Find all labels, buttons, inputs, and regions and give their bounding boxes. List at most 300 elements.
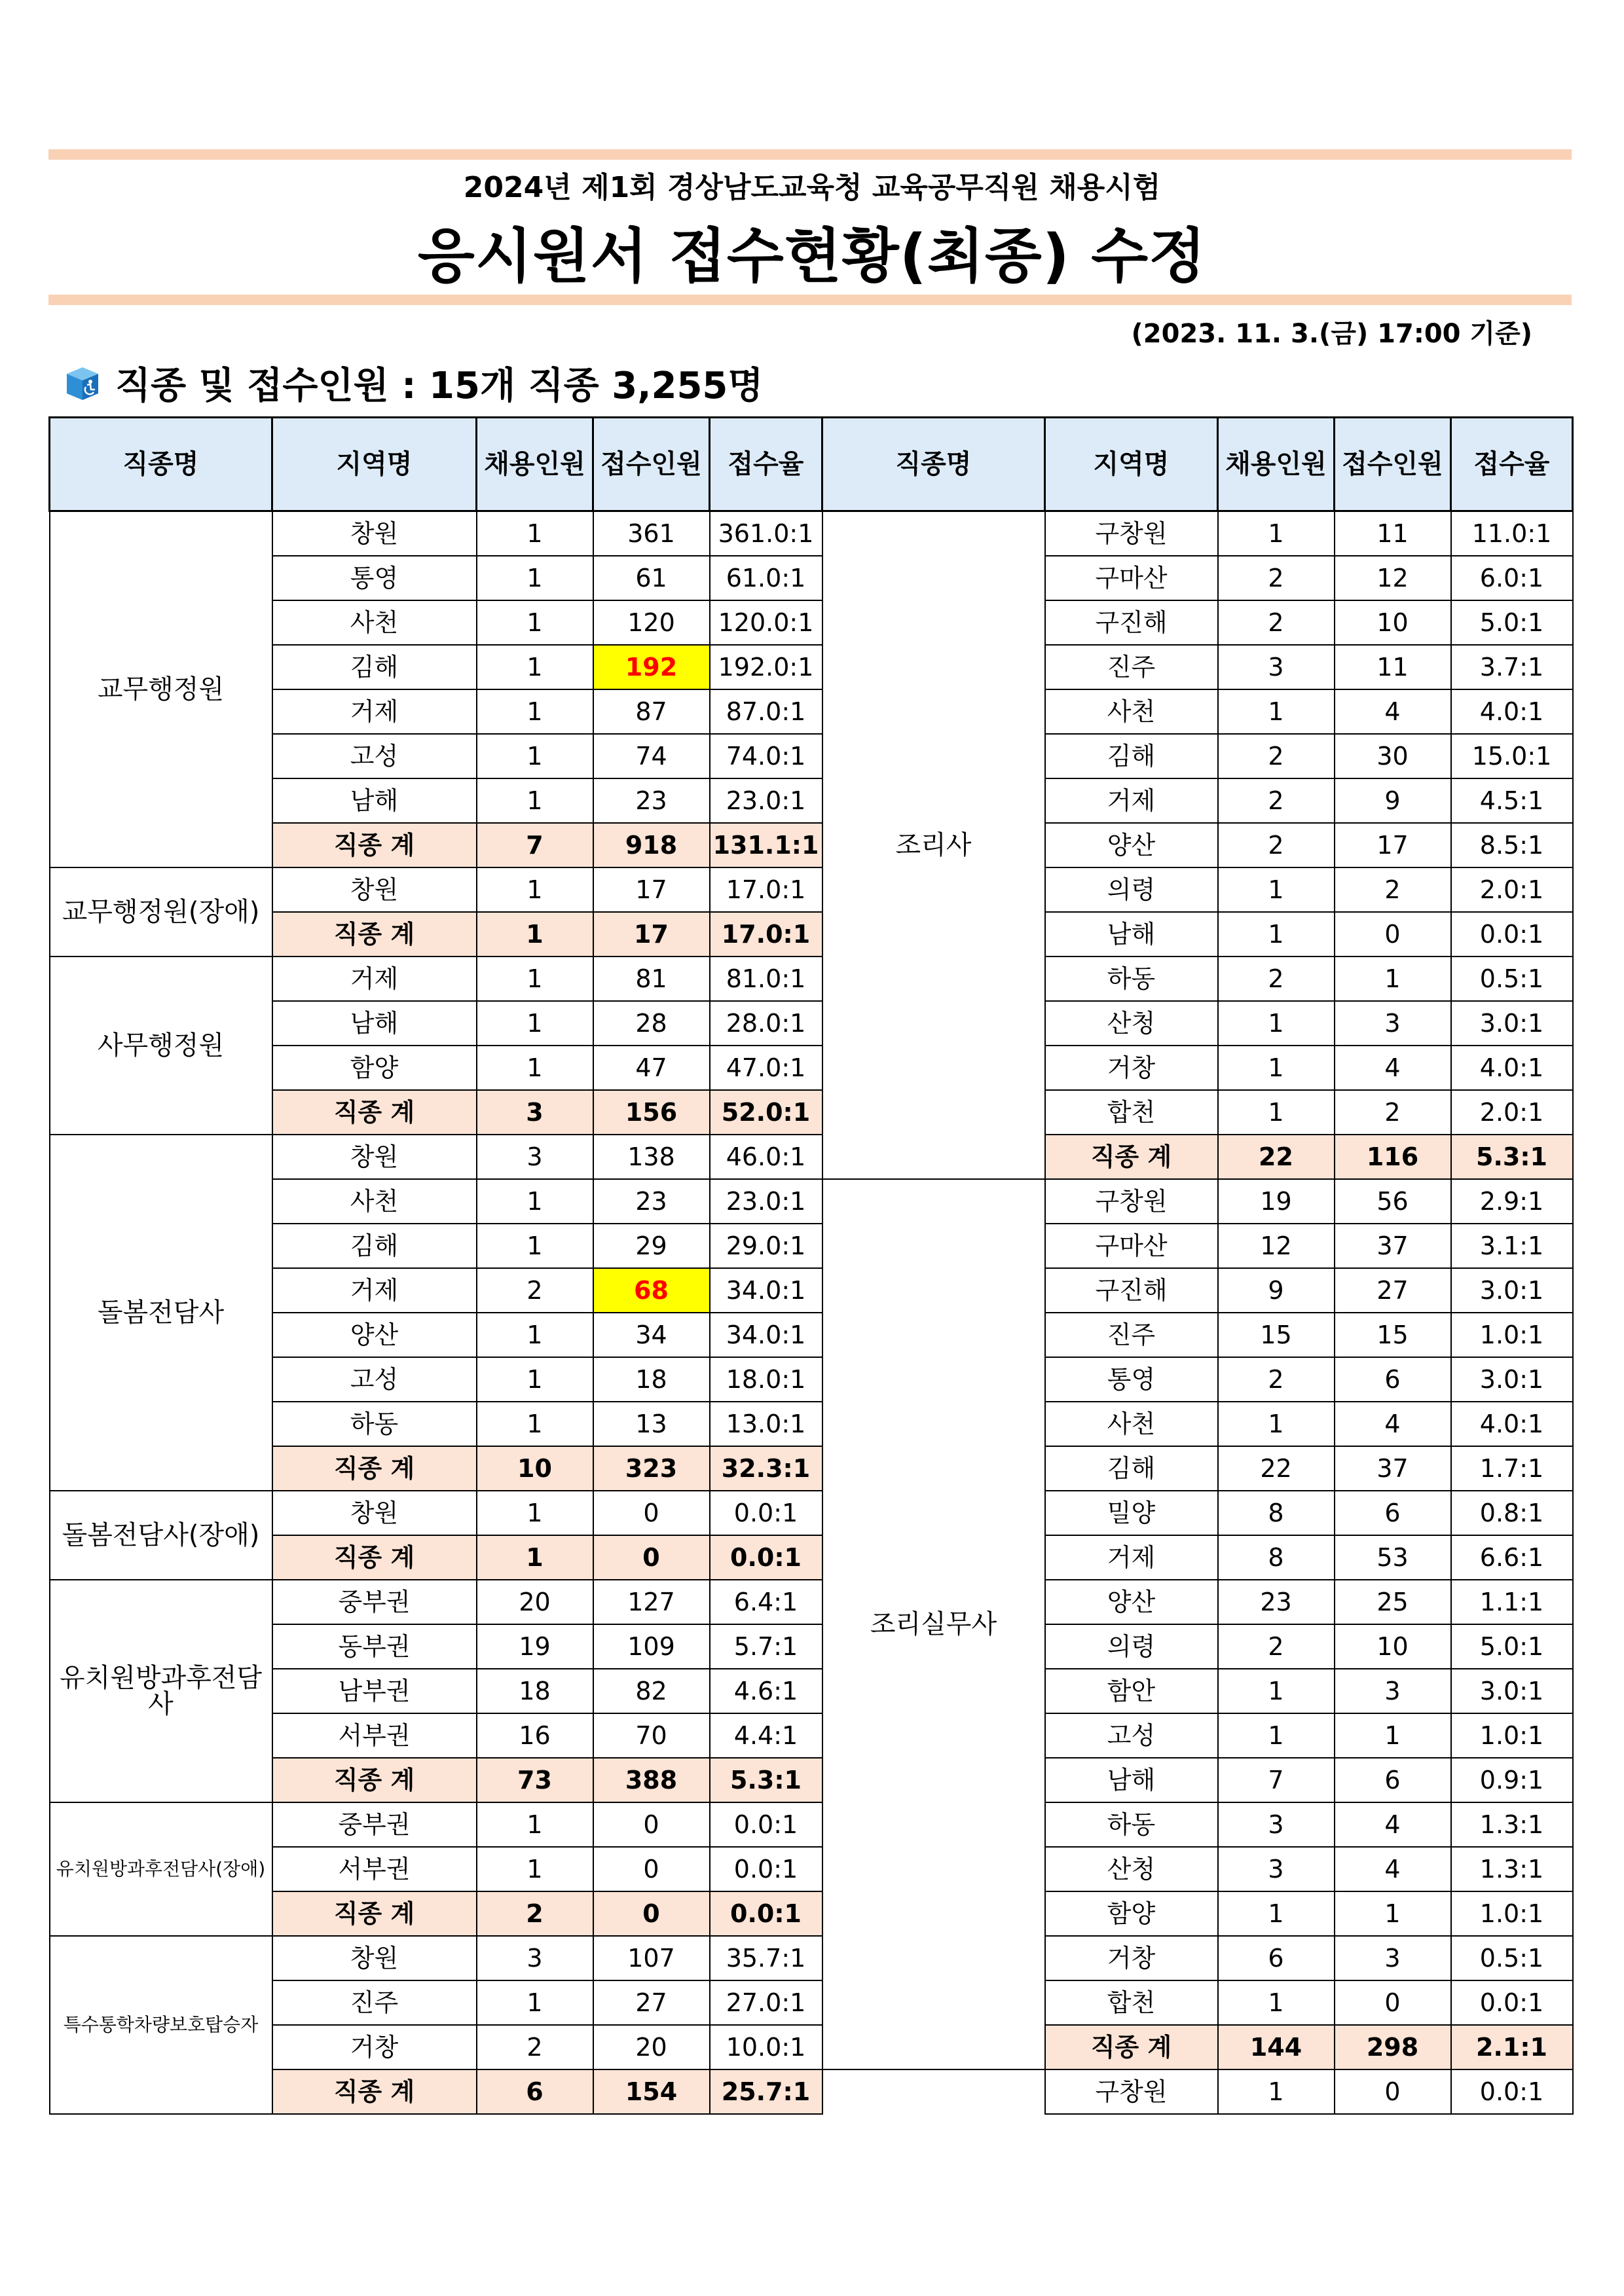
applicants-cell: 127: [593, 1580, 710, 1624]
table-row: [1045, 600, 1573, 645]
document-subtitle: 2024년 제1회 경상남도교육청 교육공무직원 채용시험: [463, 171, 1161, 204]
table-row: [1045, 1268, 1573, 1313]
ratio-cell: 4.5:1: [1451, 778, 1573, 823]
subtotal-value: 0: [593, 1891, 710, 1936]
applicants-cell: 192: [593, 645, 710, 689]
region-cell: 거제: [1045, 1535, 1218, 1580]
ratio-cell: 34.0:1: [710, 1313, 822, 1357]
ratio-cell: 0.0:1: [710, 1491, 822, 1535]
region-cell: 함양: [1045, 1891, 1218, 1936]
subtotal-value: 144: [1218, 2025, 1335, 2069]
region-cell: 거제: [272, 689, 477, 734]
ratio-cell: 192.0:1: [710, 645, 822, 689]
subtotal-value: 131.1:1: [710, 823, 822, 867]
ratio-cell: 28.0:1: [710, 1001, 822, 1046]
table-row: [1045, 1001, 1573, 1046]
applicants-cell: 27: [1335, 1268, 1451, 1313]
ratio-cell: 15.0:1: [1451, 734, 1573, 778]
ratio-cell: 1.7:1: [1451, 1446, 1573, 1491]
subtotal-label: 직종 계: [1045, 2025, 1218, 2069]
header-row: [50, 418, 822, 511]
hired-cell: 1: [1218, 1402, 1335, 1446]
job-name-cell: 유치원방과후전담사(장애): [50, 1802, 272, 1936]
region-cell: 중부권: [272, 1580, 477, 1624]
header-row: [1045, 418, 1573, 511]
ratio-cell: 4.0:1: [1451, 689, 1573, 734]
ratio-cell: 0.0:1: [710, 1847, 822, 1891]
job-name-cell: 교무행정원(장애): [50, 867, 272, 957]
region-cell: 양산: [1045, 1580, 1218, 1624]
ratio-cell: 23.0:1: [710, 778, 822, 823]
job-name-cell: 특수통학차량보호탑승자: [50, 1936, 272, 2114]
applicants-cell: 9: [1335, 778, 1451, 823]
applicants-cell: 6: [1335, 1357, 1451, 1402]
table-row: [1045, 1313, 1573, 1357]
region-cell: 거창: [272, 2025, 477, 2069]
section-title: 직종 및 접수인원 : 15개 직종 3,255명: [115, 365, 764, 407]
hired-cell: 1: [477, 1179, 593, 1224]
ratio-cell: 3.1:1: [1451, 1224, 1573, 1268]
hired-cell: 1: [1218, 1090, 1335, 1135]
ratio-cell: 2.0:1: [1451, 1090, 1573, 1135]
hired-cell: 1: [1218, 1046, 1335, 1090]
table-row: [50, 1580, 822, 1624]
ratio-cell: 1.3:1: [1451, 1802, 1573, 1847]
applicants-cell: 23: [593, 1179, 710, 1224]
table-row: [50, 1491, 822, 1535]
applicants-cell: 6: [1335, 1758, 1451, 1802]
hired-cell: 9: [1218, 1268, 1335, 1313]
table-row: [1045, 1446, 1573, 1491]
hired-cell: 2: [1218, 734, 1335, 778]
subtotal-value: 5.3:1: [710, 1758, 822, 1802]
subtotal-label: 직종 계: [272, 823, 477, 867]
ratio-cell: 0.0:1: [1451, 912, 1573, 957]
ratio-cell: 6.0:1: [1451, 556, 1573, 600]
applicants-cell: 28: [593, 1001, 710, 1046]
subtotal-label: 직종 계: [272, 1758, 477, 1802]
hired-cell: 1: [477, 645, 593, 689]
hired-cell: 1: [477, 1313, 593, 1357]
applicants-cell: 0: [1335, 2069, 1451, 2114]
ratio-cell: 6.6:1: [1451, 1535, 1573, 1580]
column-header: 접수율: [1451, 418, 1573, 511]
applicants-cell: 0: [593, 1847, 710, 1891]
hired-cell: 1: [477, 1980, 593, 2025]
hired-cell: 19: [477, 1624, 593, 1669]
subtotal-value: 1: [477, 912, 593, 957]
region-cell: 거제: [272, 957, 477, 1001]
job-group-row: [822, 1179, 1045, 2069]
region-cell: 사천: [1045, 689, 1218, 734]
region-cell: 구창원: [1045, 1179, 1218, 1224]
subtotal-value: 17: [593, 912, 710, 957]
subtotal-value: 154: [593, 2069, 710, 2114]
applicants-cell: 109: [593, 1624, 710, 1669]
subtotal-value: 22: [1218, 1135, 1335, 1179]
applicants-cell: 61: [593, 556, 710, 600]
table-row: [1045, 867, 1573, 912]
hired-cell: 23: [1218, 1580, 1335, 1624]
region-cell: 구진해: [1045, 1268, 1218, 1313]
table-row: [1045, 689, 1573, 734]
subtotal-row: [1045, 1135, 1573, 1179]
hired-cell: 1: [477, 867, 593, 912]
subtotal-row: [1045, 2025, 1573, 2069]
table-row: [50, 511, 822, 556]
region-cell: 하동: [1045, 1802, 1218, 1847]
region-cell: 산청: [1045, 1847, 1218, 1891]
ratio-cell: 3.0:1: [1451, 1357, 1573, 1402]
table-row: [50, 1936, 822, 1980]
table-row: [1045, 1624, 1573, 1669]
applicants-cell: 12: [1335, 556, 1451, 600]
subtotal-value: 1: [477, 1535, 593, 1580]
ratio-cell: 5.7:1: [710, 1624, 822, 1669]
hired-cell: 18: [477, 1669, 593, 1713]
accessibility-cube-icon: [64, 365, 101, 401]
hired-cell: 1: [1218, 912, 1335, 957]
region-cell: 남해: [1045, 1758, 1218, 1802]
hired-cell: 3: [477, 1135, 593, 1179]
ratio-cell: 11.0:1: [1451, 511, 1573, 556]
ratio-cell: 4.0:1: [1451, 1402, 1573, 1446]
hired-cell: 8: [1218, 1491, 1335, 1535]
applicants-cell: 87: [593, 689, 710, 734]
region-cell: 창원: [272, 867, 477, 912]
applicants-cell: 1: [1335, 1713, 1451, 1758]
hired-cell: 1: [1218, 1001, 1335, 1046]
applicants-cell: 4: [1335, 1847, 1451, 1891]
subtotal-label: 직종 계: [272, 1535, 477, 1580]
column-header: 접수인원: [593, 418, 710, 511]
hired-cell: 3: [1218, 1847, 1335, 1891]
hired-cell: 2: [1218, 1624, 1335, 1669]
applicants-cell: 82: [593, 1669, 710, 1713]
ratio-cell: 3.7:1: [1451, 645, 1573, 689]
ratio-cell: 81.0:1: [710, 957, 822, 1001]
subtotal-value: 2: [477, 1891, 593, 1936]
hired-cell: 1: [477, 1224, 593, 1268]
hired-cell: 16: [477, 1713, 593, 1758]
region-cell: 사천: [272, 1179, 477, 1224]
ratio-cell: 47.0:1: [710, 1046, 822, 1090]
region-cell: 서부권: [272, 1713, 477, 1758]
ratio-cell: 0.0:1: [1451, 2069, 1573, 2114]
left-recruitment-table: [48, 416, 823, 2115]
region-cell: 진주: [1045, 1313, 1218, 1357]
region-cell: 밀양: [1045, 1491, 1218, 1535]
applicants-cell: 20: [593, 2025, 710, 2069]
ratio-cell: 0.9:1: [1451, 1758, 1573, 1802]
subtotal-label: 직종 계: [272, 2069, 477, 2114]
hired-cell: 1: [1218, 1891, 1335, 1936]
region-cell: 산청: [1045, 1001, 1218, 1046]
job-name-cell: 돌봄전담사(장애): [50, 1491, 272, 1580]
ratio-cell: 1.0:1: [1451, 1313, 1573, 1357]
region-cell: 함양: [272, 1046, 477, 1090]
ratio-cell: 10.0:1: [710, 2025, 822, 2069]
ratio-cell: 1.1:1: [1451, 1580, 1573, 1624]
applicants-cell: 2: [1335, 867, 1451, 912]
ratio-cell: 3.0:1: [1451, 1001, 1573, 1046]
hired-cell: 2: [477, 1268, 593, 1313]
table-row: [50, 1135, 822, 1179]
region-cell: 의령: [1045, 1624, 1218, 1669]
ratio-cell: 1.0:1: [1451, 1713, 1573, 1758]
ratio-cell: 5.0:1: [1451, 600, 1573, 645]
job-name-cell: [822, 2069, 1045, 2114]
job-name-cell: 조리사: [822, 511, 1045, 1179]
table-row: [1045, 1535, 1573, 1580]
ratio-cell: 13.0:1: [710, 1402, 822, 1446]
applicants-cell: 37: [1335, 1446, 1451, 1491]
applicants-cell: 29: [593, 1224, 710, 1268]
hired-cell: 1: [477, 1001, 593, 1046]
applicants-cell: 4: [1335, 1402, 1451, 1446]
ratio-cell: 120.0:1: [710, 600, 822, 645]
document-title: 응시원서 접수현황(최종) 수정: [417, 222, 1207, 291]
table-row: [1045, 2069, 1573, 2114]
subtotal-value: 73: [477, 1758, 593, 1802]
region-cell: 중부권: [272, 1802, 477, 1847]
applicants-cell: 53: [1335, 1535, 1451, 1580]
table-row: [1045, 1491, 1573, 1535]
region-cell: 구마산: [1045, 1224, 1218, 1268]
table-row: [50, 957, 822, 1001]
region-cell: 합천: [1045, 1980, 1218, 2025]
subtotal-value: 918: [593, 823, 710, 867]
table-row: [1045, 1046, 1573, 1090]
ratio-cell: 87.0:1: [710, 689, 822, 734]
hired-cell: 1: [1218, 1669, 1335, 1713]
subtotal-value: 116: [1335, 1135, 1451, 1179]
region-cell: 거창: [1045, 1046, 1218, 1090]
hired-cell: 6: [1218, 1936, 1335, 1980]
region-cell: 함안: [1045, 1669, 1218, 1713]
region-cell: 거제: [1045, 778, 1218, 823]
header-row: [822, 418, 1045, 511]
column-header: 접수인원: [1335, 418, 1451, 511]
column-header: 채용인원: [477, 418, 593, 511]
job-name-cell: 유치원방과후전담사: [50, 1580, 272, 1802]
table-row: [1045, 1802, 1573, 1847]
section-heading: [64, 360, 764, 406]
ratio-cell: 4.0:1: [1451, 1046, 1573, 1090]
job-group-row: [822, 511, 1045, 1179]
table-row: [1045, 778, 1573, 823]
region-cell: 김해: [272, 1224, 477, 1268]
applicants-cell: 34: [593, 1313, 710, 1357]
region-cell: 통영: [272, 556, 477, 600]
hired-cell: 1: [477, 1402, 593, 1446]
applicants-cell: 17: [593, 867, 710, 912]
applicants-cell: 68: [593, 1268, 710, 1313]
applicants-cell: 4: [1335, 689, 1451, 734]
hired-cell: 1: [477, 1357, 593, 1402]
job-group-row: [822, 2069, 1045, 2114]
applicants-cell: 81: [593, 957, 710, 1001]
hired-cell: 2: [477, 2025, 593, 2069]
ratio-cell: 5.0:1: [1451, 1624, 1573, 1669]
subtotal-value: 0.0:1: [710, 1535, 822, 1580]
ratio-cell: 6.4:1: [710, 1580, 822, 1624]
ratio-cell: 0.0:1: [1451, 1980, 1573, 2025]
region-cell: 구창원: [1045, 511, 1218, 556]
region-cell: 고성: [272, 734, 477, 778]
ratio-cell: 34.0:1: [710, 1268, 822, 1313]
hired-cell: 22: [1218, 1446, 1335, 1491]
subtotal-value: 0.0:1: [710, 1891, 822, 1936]
hired-cell: 1: [1218, 1713, 1335, 1758]
region-cell: 김해: [1045, 734, 1218, 778]
applicants-cell: 3: [1335, 1669, 1451, 1713]
ratio-cell: 4.4:1: [710, 1713, 822, 1758]
region-cell: 합천: [1045, 1090, 1218, 1135]
region-cell: 구창원: [1045, 2069, 1218, 2114]
hired-cell: 1: [477, 734, 593, 778]
subtotal-value: 2.1:1: [1451, 2025, 1573, 2069]
ratio-cell: 0.5:1: [1451, 957, 1573, 1001]
hired-cell: 2: [1218, 778, 1335, 823]
applicants-cell: 6: [1335, 1491, 1451, 1535]
region-cell: 남해: [1045, 912, 1218, 957]
applicants-cell: 3: [1335, 1001, 1451, 1046]
column-header: 직종명: [822, 418, 1045, 511]
region-cell: 통영: [1045, 1357, 1218, 1402]
applicants-cell: 10: [1335, 1624, 1451, 1669]
applicants-cell: 13: [593, 1402, 710, 1446]
applicants-cell: 0: [1335, 1980, 1451, 2025]
ratio-cell: 18.0:1: [710, 1357, 822, 1402]
region-cell: 고성: [1045, 1713, 1218, 1758]
applicants-cell: 1: [1335, 957, 1451, 1001]
table-row: [50, 1802, 822, 1847]
applicants-cell: 0: [593, 1802, 710, 1847]
table-row: [1045, 511, 1573, 556]
applicants-cell: 3: [1335, 1936, 1451, 1980]
table-row: [1045, 1936, 1573, 1980]
subtotal-value: 388: [593, 1758, 710, 1802]
region-cell: 남해: [272, 1001, 477, 1046]
hired-cell: 3: [1218, 645, 1335, 689]
subtotal-label: 직종 계: [272, 1090, 477, 1135]
job-name-cell: 조리실무사: [822, 1179, 1045, 2069]
column-header: 접수율: [710, 418, 822, 511]
region-cell: 하동: [272, 1402, 477, 1446]
subtotal-value: 3: [477, 1090, 593, 1135]
ratio-cell: 2.0:1: [1451, 867, 1573, 912]
applicants-cell: 17: [1335, 823, 1451, 867]
hired-cell: 1: [477, 600, 593, 645]
region-cell: 사천: [272, 600, 477, 645]
region-cell: 창원: [272, 1491, 477, 1535]
applicants-cell: 138: [593, 1135, 710, 1179]
region-cell: 양산: [272, 1313, 477, 1357]
region-cell: 김해: [1045, 1446, 1218, 1491]
subtotal-value: 7: [477, 823, 593, 867]
hired-cell: 3: [477, 1936, 593, 1980]
job-name-cell: 교무행정원: [50, 511, 272, 867]
job-name-cell: 사무행정원: [50, 957, 272, 1135]
hired-cell: 1: [477, 1847, 593, 1891]
hired-cell: 1: [477, 511, 593, 556]
bottom-decorative-band: [48, 295, 1572, 305]
hired-cell: 1: [477, 778, 593, 823]
ratio-cell: 3.0:1: [1451, 1268, 1573, 1313]
ratio-cell: 74.0:1: [710, 734, 822, 778]
right-recruitment-table: [1044, 416, 1574, 2115]
applicants-cell: 10: [1335, 600, 1451, 645]
applicants-cell: 25: [1335, 1580, 1451, 1624]
job-name-cell: 돌봄전담사: [50, 1135, 272, 1491]
hired-cell: 2: [1218, 957, 1335, 1001]
hired-cell: 8: [1218, 1535, 1335, 1580]
subtotal-value: 17.0:1: [710, 912, 822, 957]
applicants-cell: 56: [1335, 1179, 1451, 1224]
ratio-cell: 35.7:1: [710, 1936, 822, 1980]
ratio-cell: 0.8:1: [1451, 1491, 1573, 1535]
hired-cell: 2: [1218, 600, 1335, 645]
ratio-cell: 0.0:1: [710, 1802, 822, 1847]
right-job-column: [821, 416, 1046, 2114]
table-row: [1045, 556, 1573, 600]
table-row: [50, 867, 822, 912]
subtotal-label: 직종 계: [1045, 1135, 1218, 1179]
region-cell: 서부권: [272, 1847, 477, 1891]
region-cell: 양산: [1045, 823, 1218, 867]
region-cell: 사천: [1045, 1402, 1218, 1446]
table-row: [1045, 1224, 1573, 1268]
subtotal-value: 25.7:1: [710, 2069, 822, 2114]
column-header: 지역명: [272, 418, 477, 511]
hired-cell: 7: [1218, 1758, 1335, 1802]
hired-cell: 1: [477, 1046, 593, 1090]
ratio-cell: 1.3:1: [1451, 1847, 1573, 1891]
table-row: [1045, 1357, 1573, 1402]
hired-cell: 1: [1218, 2069, 1335, 2114]
table-row: [1045, 1713, 1573, 1758]
applicants-cell: 4: [1335, 1046, 1451, 1090]
table-row: [1045, 1580, 1573, 1624]
ratio-cell: 29.0:1: [710, 1224, 822, 1268]
region-cell: 진주: [1045, 645, 1218, 689]
subtotal-label: 직종 계: [272, 1891, 477, 1936]
subtotal-value: 6: [477, 2069, 593, 2114]
hired-cell: 1: [1218, 867, 1335, 912]
region-cell: 동부권: [272, 1624, 477, 1669]
region-cell: 남해: [272, 778, 477, 823]
applicants-cell: 70: [593, 1713, 710, 1758]
hired-cell: 1: [477, 957, 593, 1001]
subtotal-value: 298: [1335, 2025, 1451, 2069]
subtotal-value: 323: [593, 1446, 710, 1491]
table-row: [1045, 1090, 1573, 1135]
date-basis: (2023. 11. 3.(금) 17:00 기준): [1131, 319, 1532, 349]
hired-cell: 1: [477, 556, 593, 600]
ratio-cell: 4.6:1: [710, 1669, 822, 1713]
ratio-cell: 17.0:1: [710, 867, 822, 912]
column-header: 직종명: [50, 418, 272, 511]
applicants-cell: 37: [1335, 1224, 1451, 1268]
ratio-cell: 61.0:1: [710, 556, 822, 600]
applicants-cell: 4: [1335, 1802, 1451, 1847]
region-cell: 거창: [1045, 1936, 1218, 1980]
ratio-cell: 23.0:1: [710, 1179, 822, 1224]
hired-cell: 15: [1218, 1313, 1335, 1357]
applicants-cell: 361: [593, 511, 710, 556]
hired-cell: 1: [1218, 1980, 1335, 2025]
